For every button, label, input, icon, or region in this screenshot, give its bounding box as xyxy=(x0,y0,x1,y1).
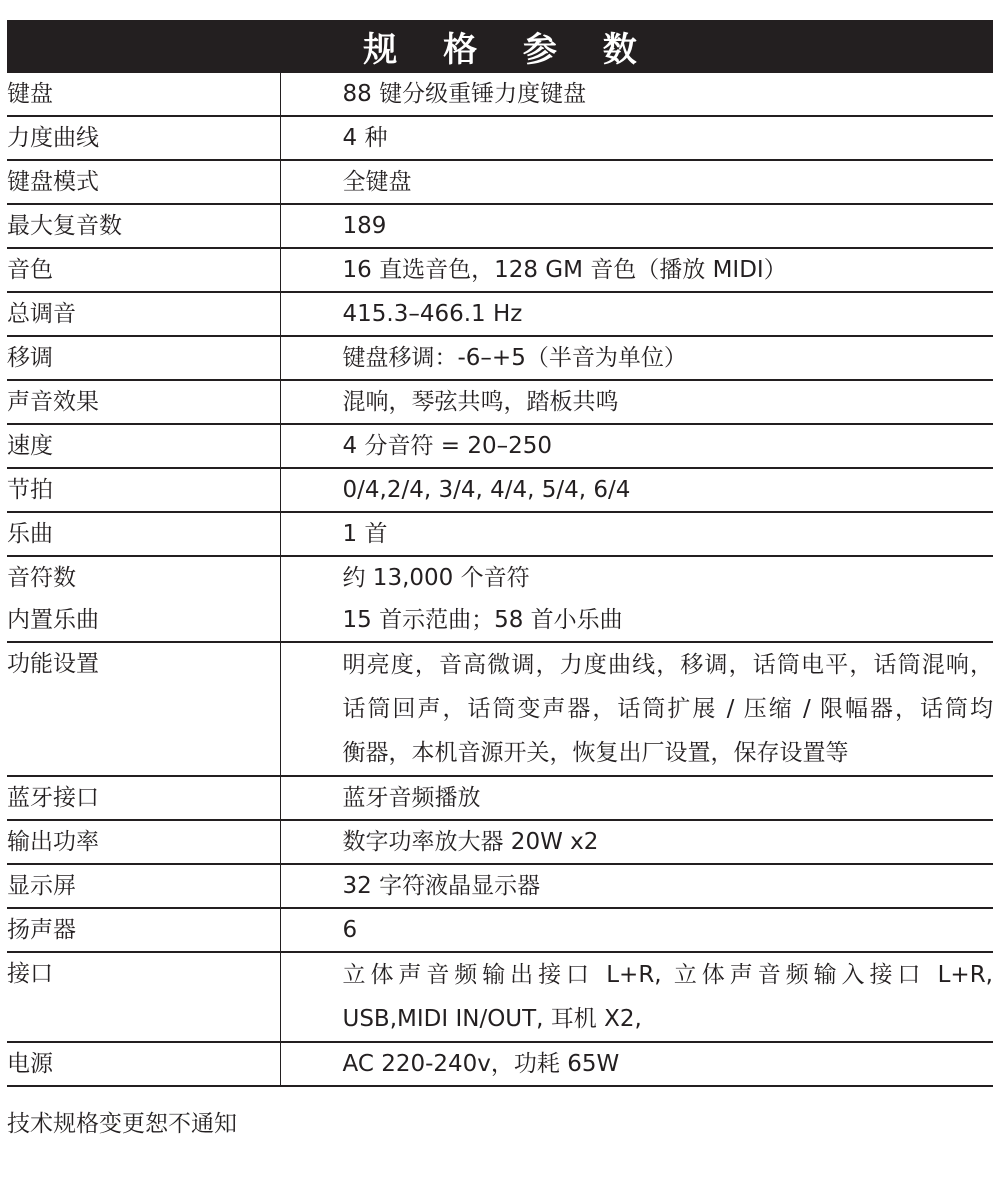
spec-value xyxy=(280,952,993,1042)
spec-label: 节拍 xyxy=(7,468,280,512)
footer-note: 技术规格变更恕不通知 xyxy=(7,1111,237,1137)
spec-value: 4 种 xyxy=(280,116,993,160)
spec-label: 音符数 xyxy=(7,556,280,599)
spec-row-output-power xyxy=(7,820,993,864)
spec-row-function-settings xyxy=(7,642,993,776)
spec-label: 音色 xyxy=(7,248,280,292)
spec-value: 16 直选音色，128 GM 音色（播放 MIDI） xyxy=(280,248,993,292)
spec-row-keyboard-mode xyxy=(7,160,993,204)
spec-value: 全键盘 xyxy=(280,160,993,204)
spec-value-line: USB,MIDI IN/OUT, 耳机 X2, xyxy=(342,1006,642,1032)
spec-row-power xyxy=(7,1042,993,1086)
spec-value-line: 衡器，本机音源开关，恢复出厂设置，保存设置等 xyxy=(342,740,849,766)
spec-label: 声音效果 xyxy=(7,380,280,424)
spec-value: 约 13,000 个音符 xyxy=(342,565,530,591)
spec-label: 接口 xyxy=(7,952,280,1042)
spec-label: 输出功率 xyxy=(7,820,280,864)
spec-value: 键盘移调：-6–+5（半音为单位） xyxy=(280,336,993,380)
spec-row-master-tuning xyxy=(7,292,993,336)
spec-row-connectors xyxy=(7,952,993,1042)
spec-row-sound-effects xyxy=(7,380,993,424)
spec-row-voices xyxy=(7,248,993,292)
spec-value: AC 220-240v，功耗 65W xyxy=(280,1042,993,1086)
spec-value-line: 立体声音频输出接口 L+R, 立体声音频输入接口 L+R, xyxy=(342,962,993,988)
spec-row-tempo xyxy=(7,424,993,468)
spec-row-built-in-songs xyxy=(7,599,993,642)
spec-row-note-count xyxy=(7,556,993,599)
spec-table xyxy=(7,73,993,1087)
spec-label: 功能设置 xyxy=(7,642,280,776)
spec-value: 189 xyxy=(280,204,993,248)
spec-label: 电源 xyxy=(7,1042,280,1086)
spec-value: 32 字符液晶显示器 xyxy=(280,864,993,908)
spec-row-velocity-curve xyxy=(7,116,993,160)
spec-value-line: 话筒回声，话筒变声器，话筒扩展 / 压缩 / 限幅器，话筒均 xyxy=(342,696,993,722)
spec-value: 15 首示范曲；58 首小乐曲 xyxy=(280,599,993,642)
spec-label: 显示屏 xyxy=(7,864,280,908)
spec-row-beat xyxy=(7,468,993,512)
spec-value: 数字功率放大器 20W x2 xyxy=(280,820,993,864)
spec-value-line: 明亮度，音高微调，力度曲线，移调，话筒电平，话筒混响， xyxy=(342,652,993,678)
spec-label: 速度 xyxy=(7,424,280,468)
spec-label: 蓝牙接口 xyxy=(7,776,280,820)
spec-row-transpose xyxy=(7,336,993,380)
spec-label: 键盘 xyxy=(7,73,280,116)
spec-value: 415.3–466.1 Hz xyxy=(280,292,993,336)
spec-value: 蓝牙音频播放 xyxy=(280,776,993,820)
spec-label: 总调音 xyxy=(7,292,280,336)
spec-value xyxy=(280,642,993,776)
spec-label: 键盘模式 xyxy=(7,160,280,204)
spec-value: 4 分音符 = 20–250 xyxy=(280,424,993,468)
spec-value: 6 xyxy=(280,908,993,952)
spec-label: 乐曲 xyxy=(7,512,280,556)
spec-row-songs xyxy=(7,512,993,556)
spec-value: 1 首 xyxy=(280,512,993,556)
spec-value: 混响，琴弦共鸣，踏板共鸣 xyxy=(280,380,993,424)
spec-label: 扬声器 xyxy=(7,908,280,952)
spec-label: 力度曲线 xyxy=(7,116,280,160)
spec-row-speakers xyxy=(7,908,993,952)
spec-row-polyphony xyxy=(7,204,993,248)
spec-label: 移调 xyxy=(7,336,280,380)
spec-row-display xyxy=(7,864,993,908)
spec-value: 0/4,2/4, 3/4, 4/4, 5/4, 6/4 xyxy=(280,468,993,512)
spec-sheet xyxy=(7,20,993,1087)
spec-row-keyboard xyxy=(7,73,993,116)
spec-label: 内置乐曲 xyxy=(7,599,280,642)
spec-row-bluetooth xyxy=(7,776,993,820)
page-title: 规 格 参 数 xyxy=(7,20,993,73)
spec-label: 最大复音数 xyxy=(7,204,280,248)
spec-value: 88 键分级重锤力度键盘 xyxy=(280,73,993,116)
